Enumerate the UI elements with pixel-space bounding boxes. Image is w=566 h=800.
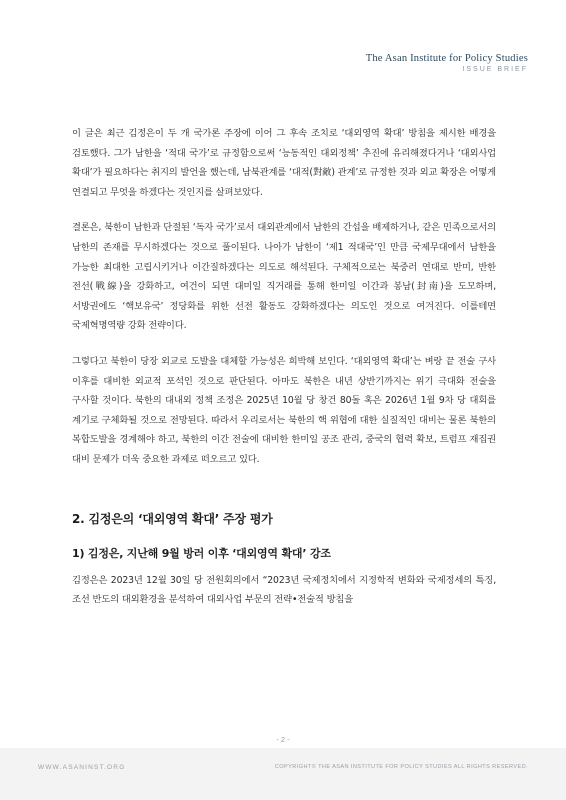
subsection-paragraph: 김정은은 2023년 12월 30일 당 전원회의에서 “2023년 국제정치에서 지정학적 변화와 국제정세의 특징, 조선 반도의 대외환경을 분석하여 대외사업 부문의 전략•전술적 방침을	[72, 574, 496, 606]
subsection-heading: 1) 김정은, 지난해 9월 방러 이후 ‘대외영역 확대’ 강조	[72, 546, 331, 560]
document-body	[72, 124, 496, 626]
page-number: - 2 -	[276, 735, 290, 744]
section-heading: 2. 김정은의 ‘대외영역 확대’ 주장 평가	[72, 511, 273, 526]
publication-type: ISSUE BRIEF	[462, 66, 528, 73]
body-paragraph-1: 이 글은 최근 김정은이 두 개 국가론 주장에 이어 그 후속 조치로 ‘대외영역 확대’ 방침을 제시한 배경을 검토했다. 그가 남한을 ‘적대 국가’로 규정함으로써 ‘능동적인 대외정책’ 추진에 유리해졌다거나 ‘대외사업 확대’가 필요하다는 취지의 발언을 했는데, 남북관계를 ‘대적(對敵) 관계’로 규정한 것과 외교 확장은 어떻게 연결되고 무엇을 하겠다는 것인지를 살펴보았다.	[72, 128, 496, 198]
institute-name: The Asan Institute for Policy Studies	[365, 53, 528, 64]
footer-website: WWW.ASANINST.ORG	[38, 764, 126, 771]
institute-brand	[366, 53, 528, 73]
body-paragraph-2: 결론은, 북한이 남한과 단절된 ‘독자 국가’로서 대외관계에서 남한의 간섭을 배제하거나, 같은 민족으로서의 남한의 존재를 무시하겠다는 것으로 풀이된다. 나아가 남한이 ‘제1 적대국’인 만큼 국제무대에서 남한을 가능한 최대한 고립시키거나 이간질하겠다는 의도로 해석된다. 구체적으로는 북중러 연대로 반미, 반한 전선(戰線)을 강화하고, 여건이 되면 대미일 직거래를 통해 한미일 이간과 봉남(封南)을 도모하며, 서방권에도 ‘핵보유국’ 정당화를 위한 선전 활동도 강화하겠다는 의도인 것으로 여겨진다. 이를테면 국제혁명역량 강화 전략이다.	[72, 222, 496, 332]
footer-copyright: COPYRIGHT© THE ASAN INSTITUTE FOR POLICY STUDIES ALL RIGHTS RESERVED.	[274, 764, 528, 770]
body-paragraph-3: 그렇다고 북한이 당장 외교로 도발을 대체할 가능성은 희박해 보인다. ‘대외영역 확대’는 벼랑 끝 전술 구사 이후를 대비한 외교적 포석인 것으로 판단된다. 아마도 북한은 내년 상반기까지는 위기 극대화 전술을 구사할 것이다. 북한의 대내외 정책 조정은 2025년 10월 당 창건 80돌 혹은 2026년 1월 9차 당 대회를 계기로 구체화될 것으로 전망된다. 따라서 우리로서는 북한의 핵 위협에 대한 실질적인 대비는 물론 북한의 복합도발을 경계해야 하고, 북한의 이간 전술에 대비한 한미일 공조 관리, 중국의 협력 확보, 트럼프 재집권 대비 문제가 더욱 중요한 과제로 떠오르고 있다.	[72, 355, 496, 465]
page-footer	[0, 748, 566, 800]
